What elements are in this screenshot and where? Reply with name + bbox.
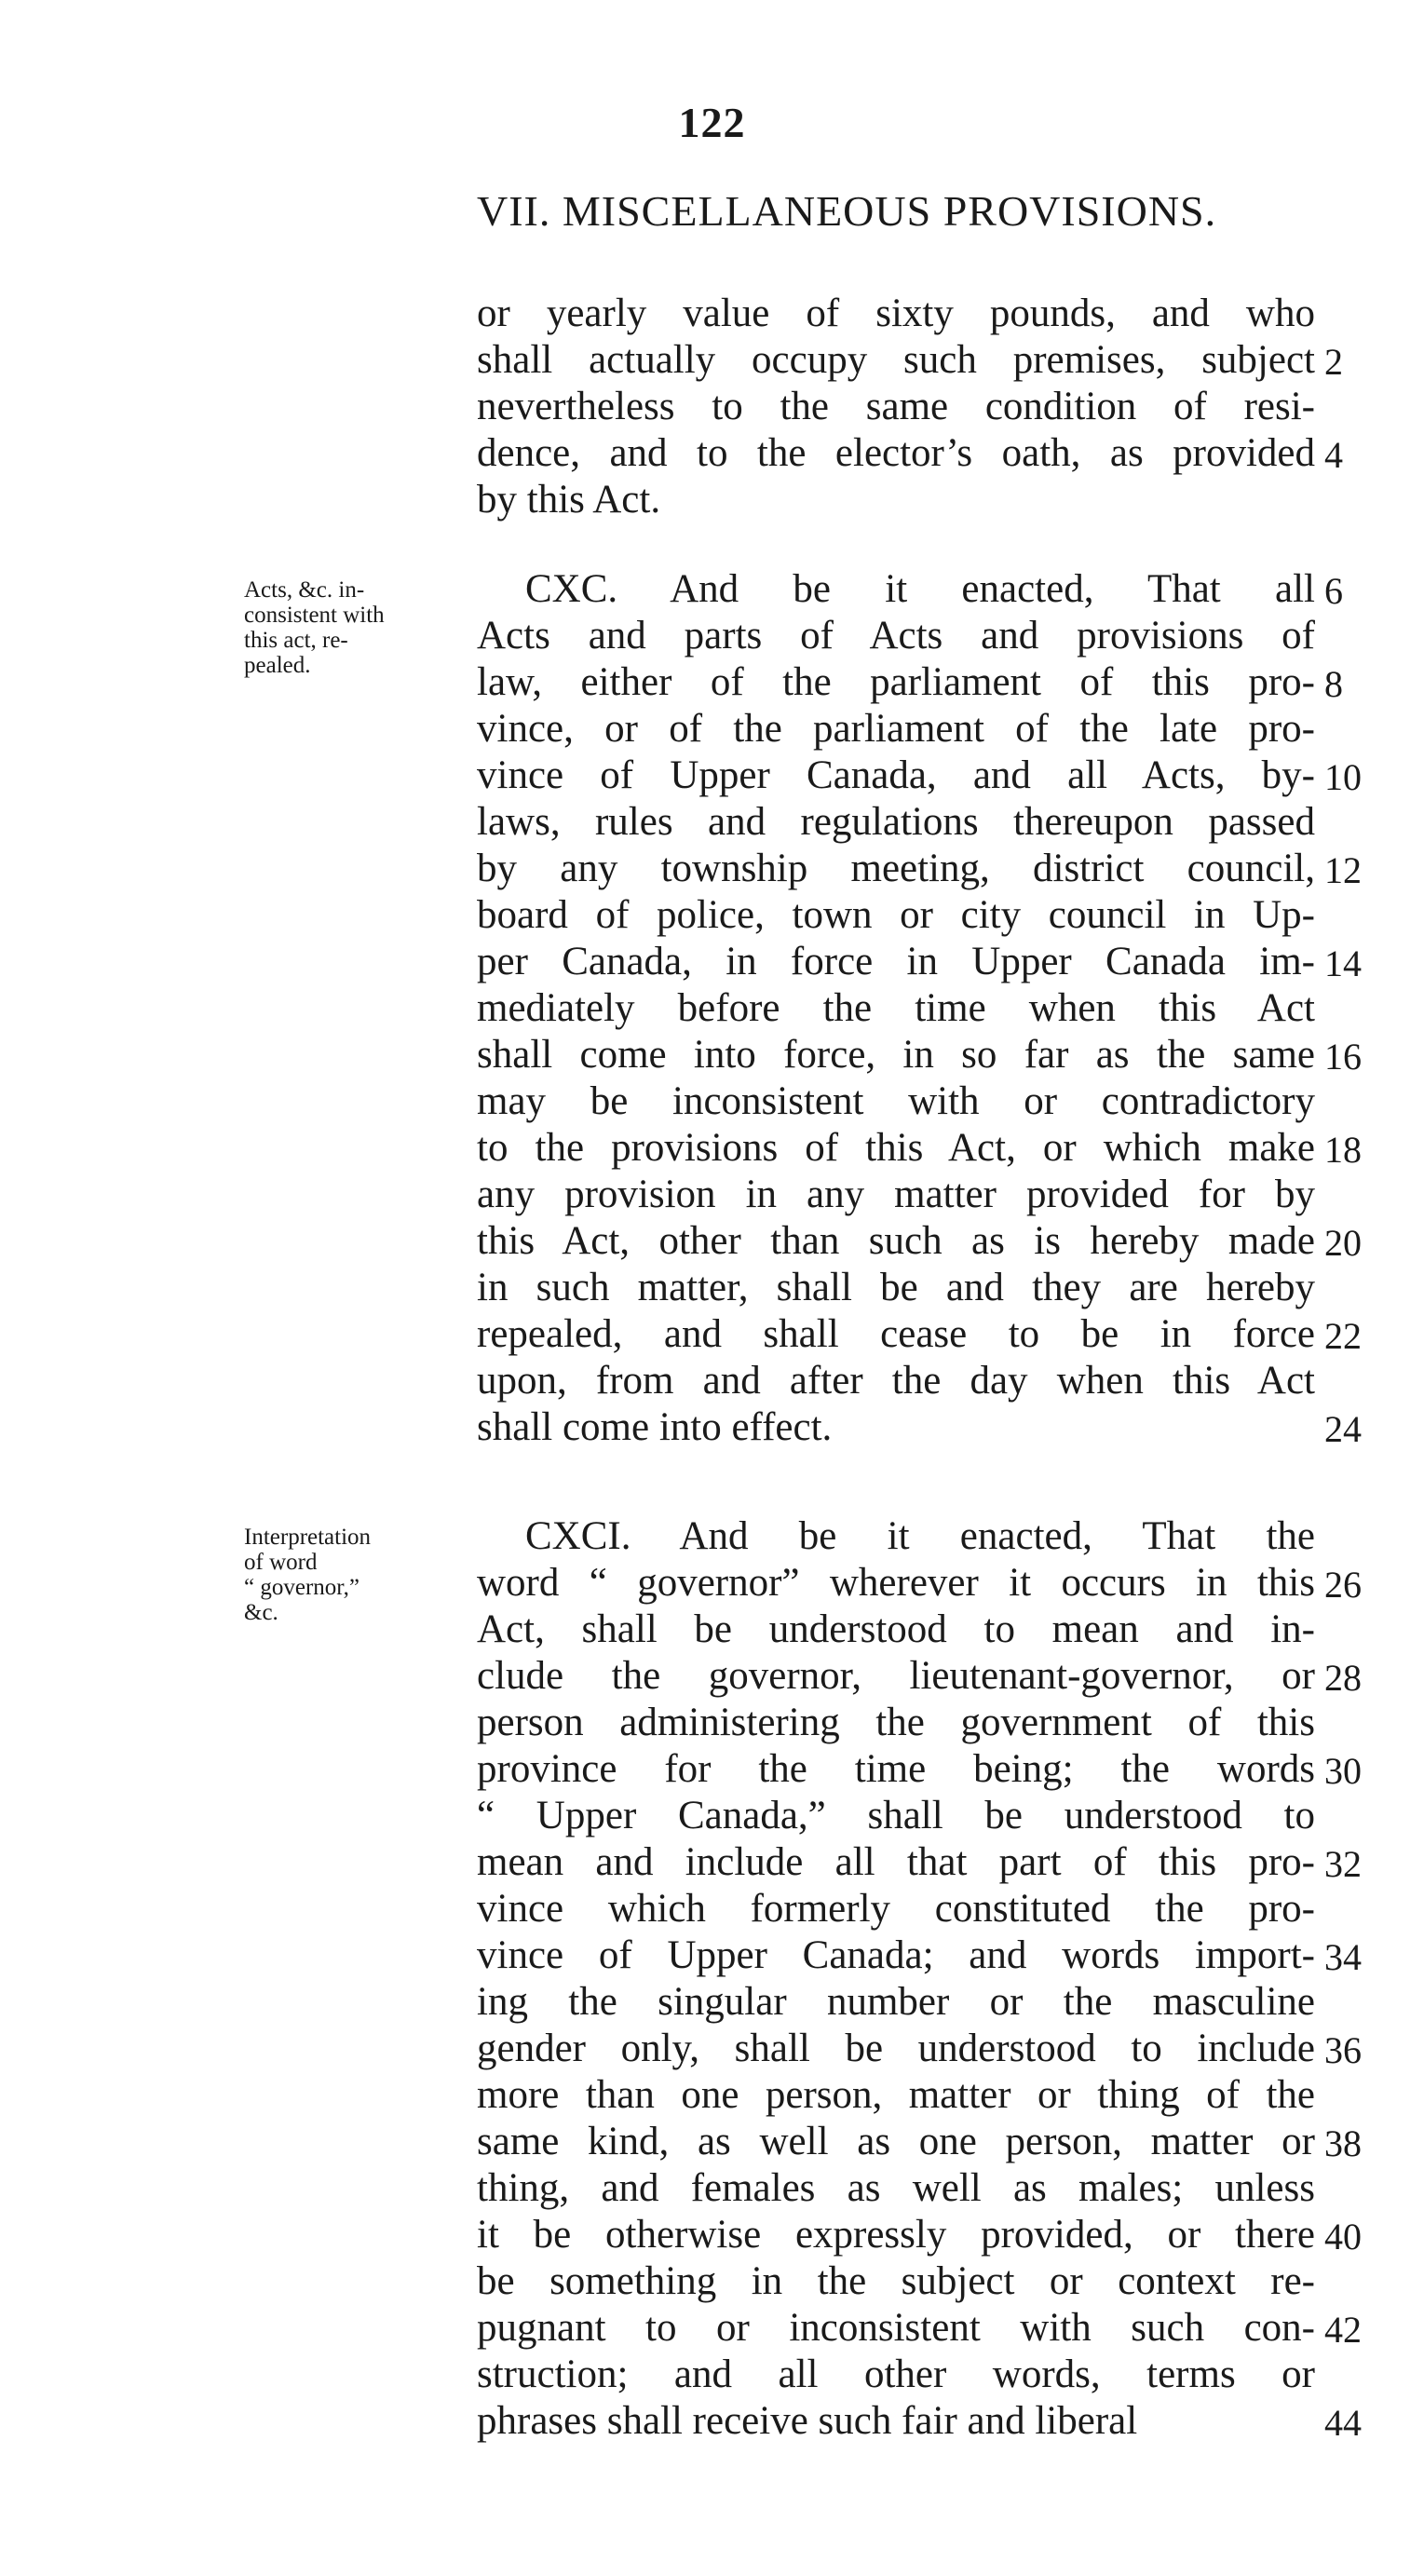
- line-number: 10: [1324, 756, 1362, 798]
- line-text: ing the singular number or the masculine: [477, 1980, 1315, 2024]
- text-line: [477, 2212, 1362, 2258]
- line-number: 12: [1324, 849, 1362, 891]
- line-text: board of police, town or city council in Up-: [477, 893, 1315, 937]
- line-text: this Act, other than such as is hereby made: [477, 1219, 1315, 1263]
- line-text: mean and include all that part of this pro-: [477, 1840, 1315, 1884]
- line-number: 34: [1324, 1936, 1362, 1978]
- line-text: laws, rules and regulations thereupon passed: [477, 800, 1315, 844]
- text-line: [477, 752, 1362, 799]
- line-text: vince, or of the parliament of the late pro-: [477, 707, 1315, 751]
- line-text: mediately before the time when this Act: [477, 986, 1315, 1030]
- line-number: 30: [1324, 1750, 1362, 1792]
- text-line: [477, 1513, 1315, 1560]
- text-line: [477, 1979, 1315, 2026]
- line-number: 44: [1324, 2402, 1362, 2444]
- text-line: [477, 1886, 1315, 1932]
- line-text: thing, and females as well as males; unless: [477, 2166, 1315, 2210]
- line-text: nevertheless to the same condition of resi-: [477, 385, 1315, 428]
- text-line: [477, 2398, 1362, 2445]
- text-line: [477, 846, 1362, 892]
- text-line: [477, 2352, 1315, 2398]
- text-line: [477, 1839, 1362, 1886]
- continuation-paragraph: [477, 291, 1343, 523]
- text-line: [477, 1032, 1362, 1078]
- text-line: [477, 799, 1315, 846]
- line-number: 26: [1324, 1564, 1362, 1606]
- line-text: vince which formerly constituted the pro-: [477, 1887, 1315, 1931]
- line-text: word “ governor” wherever it occurs in this: [477, 1561, 1315, 1605]
- text-line: [477, 291, 1315, 337]
- section-cxc: [477, 566, 1362, 1451]
- line-text: “ Upper Canada,” shall be understood to: [477, 1794, 1315, 1837]
- line-text: upon, from and after the day when this Act: [477, 1359, 1315, 1403]
- text-line: [477, 1358, 1315, 1404]
- line-number: 18: [1324, 1129, 1362, 1171]
- text-line: [477, 1746, 1362, 1793]
- sidenote-line: &c.: [244, 1600, 278, 1625]
- line-number: 6: [1324, 570, 1343, 612]
- line-number: 2: [1324, 341, 1343, 383]
- line-text: pugnant to or inconsistent with such con-: [477, 2306, 1315, 2350]
- sidenote-acts-repealed: [244, 577, 440, 678]
- line-text: repealed, and shall cease to be in force: [477, 1312, 1315, 1356]
- text-line: [477, 477, 1315, 523]
- line-number: 20: [1324, 1222, 1362, 1264]
- line-text: CXCI. And be it enacted, That the: [525, 1514, 1315, 1558]
- text-line: [477, 1172, 1315, 1218]
- page-number: 122: [678, 99, 746, 146]
- text-line: [477, 892, 1315, 939]
- sidenote-interpretation: [244, 1525, 440, 1625]
- section-cxci: [477, 1513, 1362, 2445]
- line-text: more than one person, matter or thing of the: [477, 2073, 1315, 2117]
- line-text: it be otherwise expressly provided, or there: [477, 2213, 1315, 2257]
- sidenote-line: pealed.: [244, 653, 311, 678]
- text-line: [477, 430, 1343, 477]
- text-line: [477, 1793, 1315, 1839]
- text-line: [477, 2072, 1315, 2119]
- line-number: 8: [1324, 663, 1343, 705]
- sidenote-line: “ governor,”: [244, 1575, 359, 1600]
- text-line: [477, 706, 1315, 752]
- line-text: in such matter, shall be and they are hereby: [477, 1266, 1315, 1309]
- sidenote-line: this act, re-: [244, 628, 348, 653]
- line-text: per Canada, in force in Upper Canada im-: [477, 940, 1315, 983]
- text-line: [477, 1932, 1362, 1979]
- line-number: 42: [1324, 2309, 1362, 2351]
- line-number: 28: [1324, 1657, 1362, 1699]
- text-line: [477, 2026, 1362, 2072]
- text-line: [477, 939, 1362, 985]
- line-text: dence, and to the elector’s oath, as provided: [477, 431, 1315, 475]
- line-text: person administering the government of this: [477, 1701, 1315, 1744]
- line-text: Act, shall be understood to mean and in-: [477, 1607, 1315, 1651]
- text-line: [477, 2119, 1362, 2165]
- line-text: law, either of the parliament of this pro-: [477, 660, 1315, 704]
- line-text: vince of Upper Canada, and all Acts, by-: [477, 753, 1315, 797]
- line-text: phrases shall receive such fair and liberal: [477, 2399, 1138, 2443]
- sidenote-line: Interpretation: [244, 1525, 372, 1550]
- text-line: [477, 985, 1315, 1032]
- line-text: same kind, as well as one person, matter or: [477, 2120, 1315, 2163]
- text-line: [477, 1607, 1315, 1653]
- line-number: 16: [1324, 1036, 1362, 1078]
- line-text: CXC. And be it enacted, That all: [525, 567, 1315, 611]
- text-line: [477, 1265, 1315, 1311]
- line-text: to the provisions of this Act, or which make: [477, 1126, 1315, 1170]
- text-line: [477, 1218, 1362, 1265]
- line-text: vince of Upper Canada; and words import-: [477, 1933, 1315, 1977]
- line-text: Acts and parts of Acts and provisions of: [477, 614, 1315, 658]
- line-text: shall come into force, in so far as the same: [477, 1033, 1315, 1077]
- line-number: 4: [1324, 434, 1343, 476]
- line-number: 38: [1324, 2122, 1362, 2164]
- text-line: [477, 1560, 1362, 1607]
- line-text: shall actually occupy such premises, subject: [477, 338, 1315, 382]
- line-text: by this Act.: [477, 478, 661, 522]
- sidenote-line: Acts, &c. in-: [244, 577, 365, 603]
- line-text: or yearly value of sixty pounds, and who: [477, 291, 1315, 335]
- text-line: [477, 1404, 1362, 1451]
- line-text: province for the time being; the words: [477, 1747, 1315, 1791]
- sidenote-line: consistent with: [244, 603, 385, 628]
- running-head: VII. MISCELLANEOUS PROVISIONS.: [477, 187, 1217, 235]
- text-line: [477, 2165, 1315, 2212]
- sidenote-line: of word: [244, 1550, 318, 1575]
- line-text: any provision in any matter provided for by: [477, 1173, 1315, 1216]
- text-line: [477, 1311, 1362, 1358]
- line-text: shall come into effect.: [477, 1405, 833, 1449]
- text-line: [477, 1700, 1315, 1746]
- line-number: 36: [1324, 2029, 1362, 2071]
- line-number: 22: [1324, 1315, 1362, 1357]
- line-text: by any township meeting, district council,: [477, 847, 1315, 890]
- text-line: [477, 566, 1343, 613]
- line-text: may be inconsistent with or contradictory: [477, 1079, 1315, 1123]
- text-line: [477, 659, 1343, 706]
- line-text: clude the governor, lieutenant-governor, or: [477, 1654, 1315, 1698]
- line-text: gender only, shall be understood to include: [477, 2027, 1315, 2070]
- line-number: 24: [1324, 1408, 1362, 1450]
- text-line: [477, 613, 1315, 659]
- line-text: struction; and all other words, terms or: [477, 2352, 1315, 2396]
- text-line: [477, 384, 1315, 430]
- text-line: [477, 1078, 1315, 1125]
- line-number: 40: [1324, 2216, 1362, 2257]
- text-line: [477, 2258, 1315, 2305]
- text-line: [477, 1125, 1362, 1172]
- text-line: [477, 1653, 1362, 1700]
- text-line: [477, 2305, 1362, 2352]
- text-line: [477, 337, 1343, 384]
- line-text: be something in the subject or context re-: [477, 2259, 1315, 2303]
- line-number: 32: [1324, 1843, 1362, 1885]
- line-number: 14: [1324, 942, 1362, 984]
